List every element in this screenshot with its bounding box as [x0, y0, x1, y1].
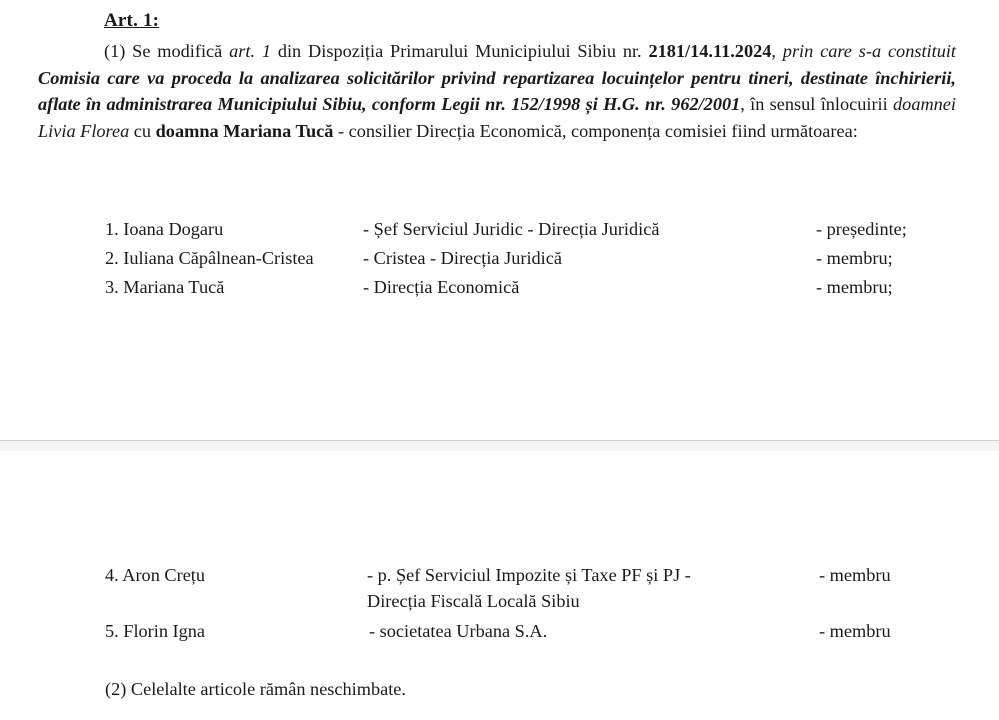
member-role: - Cristea - Direcția Juridică [363, 248, 562, 268]
member-status: - președinte; [816, 219, 907, 239]
article-title: Art. 1: [104, 10, 160, 31]
article-paragraph-2: (2) Celelalte articole rămân neschimbate. [105, 679, 406, 699]
article-paragraph-1 [38, 38, 956, 144]
member-status: - membru [819, 621, 891, 641]
para-text-5: , în sensul înlocuirii [740, 94, 894, 114]
para-replaced-person: doamnei Livia Florea [38, 94, 956, 141]
para-text-4: prin care s-a constituit [782, 41, 956, 61]
member-name: 1. Ioana Dogaru [105, 219, 224, 239]
member-status: - membru; [816, 277, 893, 297]
para-text-1: (1) Se modifică [104, 41, 230, 61]
member-role: - Direcția Economică [363, 277, 520, 297]
para-article-ref: art. 1 [229, 41, 271, 61]
member-name: 4. Aron Crețu [105, 565, 206, 585]
member-status: - membru; [816, 248, 893, 268]
member-status: - membru [819, 565, 891, 585]
member-role: - p. Șef Serviciul Impozite și Taxe PF și PJ - [367, 565, 691, 585]
member-role-continued: Direcția Fiscală Locală Sibiu [367, 591, 580, 611]
member-name: 5. Florin Igna [105, 621, 206, 641]
member-name: 2. Iuliana Căpâlnean-Cristea [105, 248, 314, 268]
member-role: - societatea Urbana S.A. [369, 621, 548, 641]
para-commission-name: Comisia care va proceda la analizarea solicitărilor privind repartizarea locuințelor pentru tineri, destinate închirierii, aflate în administrarea Municipiului Sibiu, conform Legii nr. 152/1998 și H.G. nr. 962/2001 [38, 67, 956, 114]
para-text-7: - consilier Direcția Economică, componența comisiei fiind următoarea: [333, 120, 858, 141]
para-disposition-number: 2181/14.11.2024 [648, 41, 772, 61]
para-text-6: cu [129, 120, 156, 141]
para-new-person: doamna Mariana Tucă [155, 120, 334, 141]
member-role: - Șef Serviciul Juridic - Direcția Juridică [363, 219, 660, 239]
para-text-3: , [771, 41, 783, 61]
para-text-2: din Dispoziția Primarului Municipiului Sibiu nr. [271, 41, 649, 61]
member-name: 3. Mariana Tucă [105, 277, 225, 297]
